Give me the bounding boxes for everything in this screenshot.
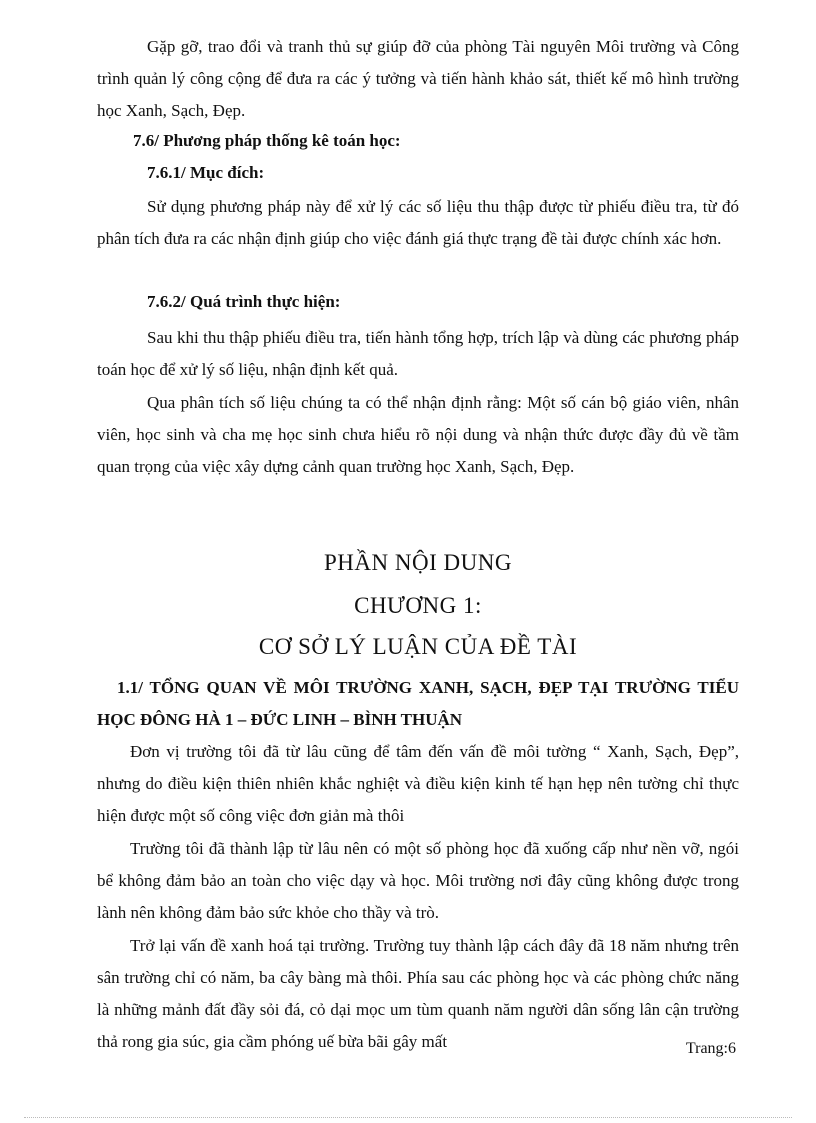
page-divider (24, 1117, 792, 1118)
body-paragraph-3: Trở lại vấn đề xanh hoá tại trường. Trường tuy thành lập cách đây đã 18 năm nhưng trên sân trường chỉ có năm, ba cây bàng mà thôi. Phía sau các phòng học và các phòng chức năng là những mảnh đất đầy sỏi đá, cỏ dại mọc um tùm quanh năm người dân sống lân cận trường thả rong gia súc, gia cầm phóng uế bừa bãi gây mất (97, 936, 739, 1051)
body-paragraph-2: Trường tôi đã thành lập từ lâu nên có một số phòng học đã xuống cấp như nền vỡ, ngói bể không đảm bảo an toàn cho việc dạy và học. Môi trường nơi đây cũng không được trong lành nên không đảm bảo sức khỏe cho thầy và trò. (97, 839, 739, 922)
heading-7-6-1: 7.6.1/ Mục đích: (147, 163, 265, 182)
chapter-name: CƠ SỞ LÝ LUẬN CỦA ĐỀ TÀI (258, 634, 578, 659)
paragraph-analysis: Qua phân tích số liệu chúng ta có thể nhận định rằng: Một số cán bộ giáo viên, nhân viên, học sinh và cha mẹ học sinh chưa hiểu rõ nội dung và nhận thức được đầy đủ về tầm quan trọng của việc xây dựng cảnh quan trường học Xanh, Sạch, Đẹp. (97, 393, 739, 476)
paragraph-intro: Gặp gỡ, trao đổi và tranh thủ sự giúp đỡ của phòng Tài nguyên Môi trường và Công trình quản lý công cộng để đưa ra các ý tưởng và tiến hành khảo sát, thiết kế mô hình trường học Xanh, Sạch, Đẹp. (97, 37, 739, 120)
chapter-title: CHƯƠNG 1: (354, 593, 482, 618)
paragraph-purpose: Sử dụng phương pháp này để xử lý các số liệu thu thập được từ phiếu điều tra, từ đó phân tích đưa ra các nhận định giúp cho việc đánh giá thực trạng đề tài được chính xác hơn. (97, 197, 739, 248)
section-title: 1.1/ TỔNG QUAN VỀ MÔI TRƯỜNG XANH, SẠCH, ĐẸP TẠI TRƯỜNG TIỂU HỌC ĐÔNG HÀ 1 – ĐỨC LINH – BÌNH THUẬN (97, 678, 739, 729)
heading-7-6: 7.6/ Phương pháp thống kê toán học: (133, 131, 401, 150)
part-title: PHẦN NỘI DUNG (324, 550, 512, 575)
page-number: Trang:6 (685, 1040, 736, 1057)
body-paragraph-1: Đơn vị trường tôi đã từ lâu cũng để tâm đến vấn đề môi tường “ Xanh, Sạch, Đẹp”, nhưng do điều kiện thiên nhiên khắc nghiệt và điều kiện kinh tế hạn hẹp nên tường chỉ thực hiện được một số công việc đơn giản mà thôi (97, 742, 739, 825)
heading-7-6-2: 7.6.2/ Quá trình thực hiện: (147, 292, 341, 311)
paragraph-process: Sau khi thu thập phiếu điều tra, tiến hành tổng hợp, trích lập và dùng các phương pháp toán học để xử lý số liệu, nhận định kết quả. (97, 328, 739, 379)
